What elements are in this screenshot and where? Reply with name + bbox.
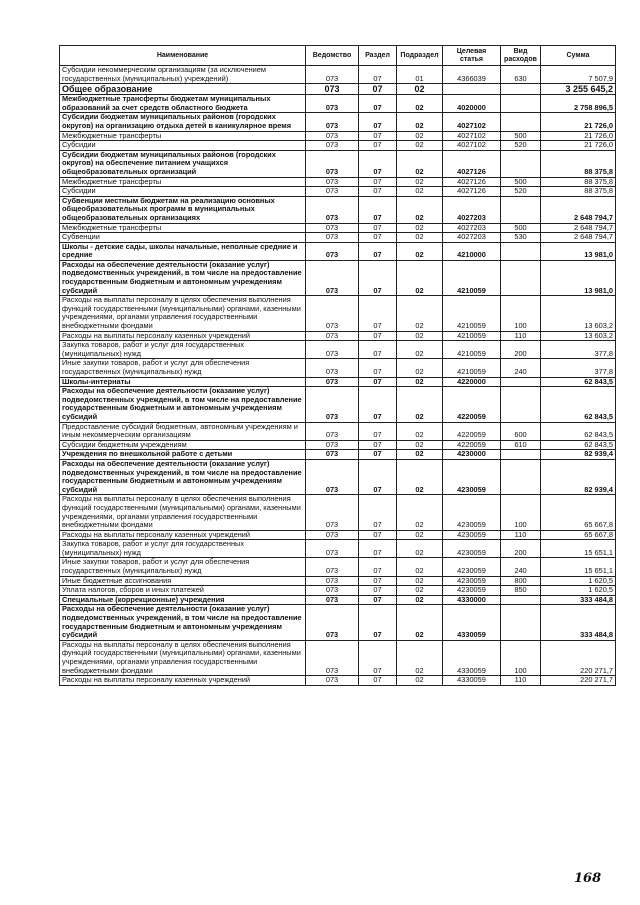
row-section-cell: 07 (359, 141, 397, 151)
row-section-cell: 07 (359, 177, 397, 187)
row-amount-cell: 13 981,0 (541, 260, 616, 295)
row-section-cell: 07 (359, 495, 397, 530)
row-target-article-cell: 4210000 (443, 242, 501, 260)
row-name-cell: Субсидии бюджетам муниципальных районов (городских округов) на обеспечение питанием учащихся общеобразовательных организаций (60, 150, 306, 177)
row-section-cell: 07 (359, 341, 397, 359)
row-amount-cell: 15 651,1 (541, 558, 616, 576)
row-department-cell: 073 (306, 495, 359, 530)
row-expense-type-cell: 610 (501, 440, 541, 450)
row-amount-cell: 62 843,5 (541, 422, 616, 440)
row-name-cell: Субсидии некоммерческим организациям (за исключением государственных (муниципальных) учреждений) (60, 66, 306, 84)
table-row (60, 595, 616, 605)
table-row (60, 676, 616, 686)
row-subsection-cell: 02 (397, 540, 443, 558)
row-department-cell: 073 (306, 341, 359, 359)
table-row (60, 440, 616, 450)
header-amount: Сумма (541, 46, 616, 66)
row-name-cell: Школы-интернаты (60, 377, 306, 387)
row-subsection-cell: 02 (397, 95, 443, 113)
table-row (60, 540, 616, 558)
row-subsection-cell: 02 (397, 530, 443, 540)
row-target-article-cell: 4220059 (443, 440, 501, 450)
table-row (60, 387, 616, 422)
row-department-cell: 073 (306, 113, 359, 131)
row-department-cell: 073 (306, 440, 359, 450)
row-expense-type-cell (501, 84, 541, 95)
row-section-cell: 07 (359, 595, 397, 605)
row-department-cell: 073 (306, 605, 359, 640)
row-subsection-cell: 02 (397, 113, 443, 131)
row-subsection-cell: 02 (397, 459, 443, 494)
table-row (60, 530, 616, 540)
row-subsection-cell: 02 (397, 150, 443, 177)
row-subsection-cell: 02 (397, 242, 443, 260)
row-section-cell: 07 (359, 377, 397, 387)
row-subsection-cell: 02 (397, 296, 443, 331)
row-target-article-cell: 4230059 (443, 540, 501, 558)
row-expense-type-cell (501, 196, 541, 223)
row-target-article-cell: 4027102 (443, 113, 501, 131)
row-section-cell: 07 (359, 331, 397, 341)
row-section-cell: 07 (359, 113, 397, 131)
row-amount-cell: 13 603,2 (541, 296, 616, 331)
row-department-cell: 073 (306, 377, 359, 387)
row-amount-cell: 21 726,0 (541, 141, 616, 151)
row-section-cell: 07 (359, 530, 397, 540)
row-name-cell: Межбюджетные трансферты (60, 177, 306, 187)
row-expense-type-cell: 200 (501, 341, 541, 359)
row-subsection-cell: 02 (397, 586, 443, 596)
row-target-article-cell: 4027126 (443, 187, 501, 197)
row-name-cell: Субсидии (60, 187, 306, 197)
row-section-cell: 07 (359, 242, 397, 260)
row-department-cell: 073 (306, 387, 359, 422)
row-target-article-cell (443, 84, 501, 95)
row-name-cell: Расходы на обеспечение деятельности (оказание услуг) подведомственных учреждений, в том числе на предоставление государственным бюджетным и автономным учреждениям субсидий (60, 387, 306, 422)
table-row (60, 359, 616, 377)
row-name-cell: Субсидии (60, 141, 306, 151)
row-subsection-cell: 02 (397, 233, 443, 243)
row-target-article-cell: 4230059 (443, 495, 501, 530)
row-target-article-cell: 4330059 (443, 605, 501, 640)
row-name-cell: Расходы на обеспечение деятельности (оказание услуг) подведомственных учреждений, в том числе на предоставление государственным бюджетным и автономным учреждениям субсидий (60, 459, 306, 494)
row-expense-type-cell: 110 (501, 530, 541, 540)
row-amount-cell: 88 375,8 (541, 187, 616, 197)
budget-table (59, 45, 616, 686)
row-amount-cell: 21 726,0 (541, 113, 616, 131)
row-expense-type-cell (501, 242, 541, 260)
row-expense-type-cell: 520 (501, 187, 541, 197)
row-amount-cell: 333 484,8 (541, 595, 616, 605)
header-expense-type: Вид расходов (501, 46, 541, 66)
row-expense-type-cell: 200 (501, 540, 541, 558)
row-expense-type-cell: 110 (501, 676, 541, 686)
row-target-article-cell: 4230000 (443, 450, 501, 460)
row-target-article-cell: 4027102 (443, 131, 501, 141)
row-name-cell: Уплата налогов, сборов и иных платежей (60, 586, 306, 596)
row-department-cell: 073 (306, 530, 359, 540)
row-department-cell: 073 (306, 187, 359, 197)
row-target-article-cell: 4220059 (443, 387, 501, 422)
table-header-row (60, 46, 616, 66)
row-subsection-cell: 02 (397, 196, 443, 223)
page-number: 168 (574, 871, 602, 886)
row-amount-cell: 333 484,8 (541, 605, 616, 640)
row-subsection-cell: 02 (397, 495, 443, 530)
row-subsection-cell: 02 (397, 440, 443, 450)
row-expense-type-cell: 110 (501, 331, 541, 341)
row-subsection-cell: 02 (397, 84, 443, 95)
row-expense-type-cell (501, 95, 541, 113)
table-row (60, 576, 616, 586)
row-amount-cell: 220 271,7 (541, 676, 616, 686)
table-row (60, 113, 616, 131)
row-department-cell: 073 (306, 296, 359, 331)
row-subsection-cell: 02 (397, 595, 443, 605)
row-amount-cell: 82 939,4 (541, 450, 616, 460)
row-expense-type-cell (501, 113, 541, 131)
row-department-cell: 073 (306, 177, 359, 187)
header-department: Ведомство (306, 46, 359, 66)
row-subsection-cell: 02 (397, 450, 443, 460)
row-amount-cell: 88 375,8 (541, 177, 616, 187)
row-target-article-cell: 4230059 (443, 530, 501, 540)
row-expense-type-cell: 500 (501, 223, 541, 233)
row-target-article-cell: 4230059 (443, 459, 501, 494)
row-amount-cell: 82 939,4 (541, 459, 616, 494)
row-name-cell: Межбюджетные трансферты бюджетам муниципальных образований за счет средств областного бюджета (60, 95, 306, 113)
row-name-cell: Закупка товаров, работ и услуг для государственных (муниципальных) нужд (60, 341, 306, 359)
row-target-article-cell: 4220059 (443, 422, 501, 440)
row-name-cell: Закупка товаров, работ и услуг для государственных (муниципальных) нужд (60, 540, 306, 558)
row-section-cell: 07 (359, 196, 397, 223)
row-name-cell: Специальные (коррекционные) учреждения (60, 595, 306, 605)
row-target-article-cell: 4210059 (443, 341, 501, 359)
row-department-cell: 073 (306, 131, 359, 141)
row-section-cell: 07 (359, 296, 397, 331)
row-target-article-cell: 4027203 (443, 223, 501, 233)
row-subsection-cell: 02 (397, 187, 443, 197)
row-section-cell: 07 (359, 450, 397, 460)
row-section-cell: 07 (359, 260, 397, 295)
row-expense-type-cell: 520 (501, 141, 541, 151)
row-expense-type-cell: 600 (501, 422, 541, 440)
table-row (60, 495, 616, 530)
table-row (60, 586, 616, 596)
row-target-article-cell: 4027203 (443, 233, 501, 243)
table-row (60, 223, 616, 233)
row-subsection-cell: 02 (397, 223, 443, 233)
row-section-cell: 07 (359, 131, 397, 141)
row-name-cell: Иные закупки товаров, работ и услуг для обеспечения государственных (муниципальных) нужд (60, 558, 306, 576)
row-amount-cell: 15 651,1 (541, 540, 616, 558)
row-target-article-cell: 4330059 (443, 640, 501, 675)
row-section-cell: 07 (359, 359, 397, 377)
row-subsection-cell: 02 (397, 331, 443, 341)
row-department-cell: 073 (306, 595, 359, 605)
row-department-cell: 073 (306, 331, 359, 341)
table-row (60, 260, 616, 295)
table-row (60, 177, 616, 187)
row-expense-type-cell (501, 387, 541, 422)
row-department-cell: 073 (306, 540, 359, 558)
row-amount-cell: 2 648 794,7 (541, 233, 616, 243)
table-row (60, 187, 616, 197)
row-department-cell: 073 (306, 676, 359, 686)
row-expense-type-cell (501, 605, 541, 640)
row-amount-cell: 13 981,0 (541, 242, 616, 260)
row-name-cell: Расходы на обеспечение деятельности (оказание услуг) подведомственных учреждений, в том числе на предоставление государственным бюджетным и автономным учреждениям субсидий (60, 260, 306, 295)
row-name-cell: Межбюджетные трансферты (60, 131, 306, 141)
table-row (60, 66, 616, 84)
row-amount-cell: 3 255 645,2 (541, 84, 616, 95)
row-target-article-cell: 4027102 (443, 141, 501, 151)
row-department-cell: 073 (306, 95, 359, 113)
header-section: Раздел (359, 46, 397, 66)
table-row (60, 150, 616, 177)
row-subsection-cell: 02 (397, 640, 443, 675)
row-section-cell: 07 (359, 66, 397, 84)
row-section-cell: 07 (359, 640, 397, 675)
row-name-cell: Школы - детские сады, школы начальные, неполные средние и средние (60, 242, 306, 260)
row-name-cell: Субвенции (60, 233, 306, 243)
row-section-cell: 07 (359, 576, 397, 586)
row-name-cell: Субсидии бюджетным учреждениям (60, 440, 306, 450)
row-target-article-cell: 4230059 (443, 586, 501, 596)
row-subsection-cell: 02 (397, 260, 443, 295)
row-expense-type-cell (501, 450, 541, 460)
row-department-cell: 073 (306, 558, 359, 576)
row-subsection-cell: 02 (397, 558, 443, 576)
row-name-cell: Расходы на выплаты персоналу в целях обеспечения выполнения функций государственными (муниципальными) органами, казенными учреждениями, органами управления государственными внебюджетными фондами (60, 640, 306, 675)
row-amount-cell: 2 648 794,7 (541, 223, 616, 233)
row-department-cell: 073 (306, 84, 359, 95)
row-amount-cell: 1 620,5 (541, 586, 616, 596)
row-department-cell: 073 (306, 223, 359, 233)
row-department-cell: 073 (306, 196, 359, 223)
table-row (60, 331, 616, 341)
row-department-cell: 073 (306, 576, 359, 586)
row-name-cell: Учреждения по внешкольной работе с детьми (60, 450, 306, 460)
row-target-article-cell: 4330000 (443, 595, 501, 605)
row-target-article-cell: 4230059 (443, 558, 501, 576)
row-section-cell: 07 (359, 440, 397, 450)
row-expense-type-cell (501, 595, 541, 605)
row-amount-cell: 62 843,5 (541, 377, 616, 387)
table-row (60, 131, 616, 141)
row-subsection-cell: 02 (397, 131, 443, 141)
row-department-cell: 073 (306, 459, 359, 494)
row-amount-cell: 21 726,0 (541, 131, 616, 141)
row-amount-cell: 377,8 (541, 359, 616, 377)
row-department-cell: 073 (306, 242, 359, 260)
row-section-cell: 07 (359, 233, 397, 243)
row-expense-type-cell: 800 (501, 576, 541, 586)
row-amount-cell: 65 667,8 (541, 530, 616, 540)
row-department-cell: 073 (306, 233, 359, 243)
row-expense-type-cell (501, 459, 541, 494)
row-section-cell: 07 (359, 150, 397, 177)
row-expense-type-cell: 630 (501, 66, 541, 84)
row-section-cell: 07 (359, 676, 397, 686)
row-department-cell: 073 (306, 150, 359, 177)
row-section-cell: 07 (359, 187, 397, 197)
row-amount-cell: 2 758 896,5 (541, 95, 616, 113)
row-amount-cell: 65 667,8 (541, 495, 616, 530)
row-amount-cell: 13 603,2 (541, 331, 616, 341)
row-amount-cell: 2 648 794,7 (541, 196, 616, 223)
row-amount-cell: 7 507,9 (541, 66, 616, 84)
row-subsection-cell: 02 (397, 576, 443, 586)
row-section-cell: 07 (359, 558, 397, 576)
row-section-cell: 07 (359, 459, 397, 494)
row-expense-type-cell (501, 260, 541, 295)
row-department-cell: 073 (306, 586, 359, 596)
row-section-cell: 07 (359, 84, 397, 95)
row-target-article-cell: 4220000 (443, 377, 501, 387)
row-subsection-cell: 02 (397, 676, 443, 686)
row-section-cell: 07 (359, 586, 397, 596)
table-row (60, 605, 616, 640)
row-department-cell: 073 (306, 260, 359, 295)
row-amount-cell: 62 843,5 (541, 387, 616, 422)
row-target-article-cell: 4027126 (443, 150, 501, 177)
row-target-article-cell: 4210059 (443, 359, 501, 377)
row-subsection-cell: 02 (397, 341, 443, 359)
row-subsection-cell: 02 (397, 387, 443, 422)
row-amount-cell: 1 620,5 (541, 576, 616, 586)
row-expense-type-cell: 240 (501, 558, 541, 576)
table-row (60, 377, 616, 387)
table-row (60, 84, 616, 95)
header-name: Наименование (60, 46, 306, 66)
row-name-cell: Расходы на выплаты персоналу в целях обеспечения выполнения функций государственными (муниципальными) органами, казенными учреждениями, органами управления государственными внебюджетными фондами (60, 296, 306, 331)
row-name-cell: Расходы на выплаты персоналу казенных учреждений (60, 676, 306, 686)
table-row (60, 95, 616, 113)
row-expense-type-cell: 100 (501, 640, 541, 675)
row-target-article-cell: 4027126 (443, 177, 501, 187)
row-name-cell: Межбюджетные трансферты (60, 223, 306, 233)
row-subsection-cell: 02 (397, 377, 443, 387)
table-row (60, 422, 616, 440)
row-amount-cell: 377,8 (541, 341, 616, 359)
row-name-cell: Субсидии бюджетам муниципальных районов (городских округов) на организацию отдыха детей в каникулярное время (60, 113, 306, 131)
row-expense-type-cell: 500 (501, 131, 541, 141)
table-row (60, 341, 616, 359)
row-department-cell: 073 (306, 66, 359, 84)
row-name-cell: Иные закупки товаров, работ и услуг для обеспечения государственных (муниципальных) нужд (60, 359, 306, 377)
row-section-cell: 07 (359, 387, 397, 422)
row-target-article-cell: 4230059 (443, 576, 501, 586)
row-section-cell: 07 (359, 605, 397, 640)
row-name-cell: Расходы на выплаты персоналу казенных учреждений (60, 331, 306, 341)
row-name-cell: Расходы на обеспечение деятельности (оказание услуг) подведомственных учреждений, в том числе на предоставление государственным бюджетным и автономным учреждениям субсидий (60, 605, 306, 640)
table-row (60, 459, 616, 494)
row-department-cell: 073 (306, 422, 359, 440)
row-target-article-cell: 4330059 (443, 676, 501, 686)
row-name-cell: Предоставление субсидий бюджетным, автономным учреждениям и иным некоммерческим организациям (60, 422, 306, 440)
table-row (60, 196, 616, 223)
row-section-cell: 07 (359, 540, 397, 558)
budget-table-sheet (59, 45, 615, 686)
table-row (60, 640, 616, 675)
row-target-article-cell: 4027203 (443, 196, 501, 223)
row-subsection-cell: 02 (397, 605, 443, 640)
table-row (60, 242, 616, 260)
row-department-cell: 073 (306, 359, 359, 377)
row-subsection-cell: 02 (397, 141, 443, 151)
table-row (60, 296, 616, 331)
row-expense-type-cell: 100 (501, 296, 541, 331)
row-section-cell: 07 (359, 95, 397, 113)
row-expense-type-cell: 530 (501, 233, 541, 243)
row-department-cell: 073 (306, 450, 359, 460)
row-subsection-cell: 02 (397, 422, 443, 440)
row-name-cell: Иные бюджетные ассигнования (60, 576, 306, 586)
row-amount-cell: 220 271,7 (541, 640, 616, 675)
row-expense-type-cell: 100 (501, 495, 541, 530)
table-row (60, 141, 616, 151)
row-expense-type-cell: 240 (501, 359, 541, 377)
row-subsection-cell: 02 (397, 359, 443, 377)
header-target-article: Целевая статья (443, 46, 501, 66)
row-name-cell: Общее образование (60, 84, 306, 95)
row-name-cell: Субвенции местным бюджетам на реализацию основных общеобразовательных программ в муниципальных общеобразовательных организациях (60, 196, 306, 223)
row-amount-cell: 62 843,5 (541, 440, 616, 450)
table-row (60, 558, 616, 576)
row-target-article-cell: 4210059 (443, 331, 501, 341)
row-amount-cell: 88 375,8 (541, 150, 616, 177)
row-target-article-cell: 4366039 (443, 66, 501, 84)
row-expense-type-cell: 500 (501, 177, 541, 187)
row-name-cell: Расходы на выплаты персоналу в целях обеспечения выполнения функций государственными (муниципальными) органами, казенными учреждениями, органами управления государственными внебюджетными фондами (60, 495, 306, 530)
row-department-cell: 073 (306, 141, 359, 151)
header-subsection: Подраздел (397, 46, 443, 66)
row-expense-type-cell (501, 377, 541, 387)
table-row (60, 450, 616, 460)
row-subsection-cell: 01 (397, 66, 443, 84)
row-section-cell: 07 (359, 422, 397, 440)
row-subsection-cell: 02 (397, 177, 443, 187)
table-row (60, 233, 616, 243)
row-department-cell: 073 (306, 640, 359, 675)
row-target-article-cell: 4020000 (443, 95, 501, 113)
row-name-cell: Расходы на выплаты персоналу казенных учреждений (60, 530, 306, 540)
row-section-cell: 07 (359, 223, 397, 233)
row-target-article-cell: 4210059 (443, 260, 501, 295)
row-expense-type-cell (501, 150, 541, 177)
row-expense-type-cell: 850 (501, 586, 541, 596)
row-target-article-cell: 4210059 (443, 296, 501, 331)
